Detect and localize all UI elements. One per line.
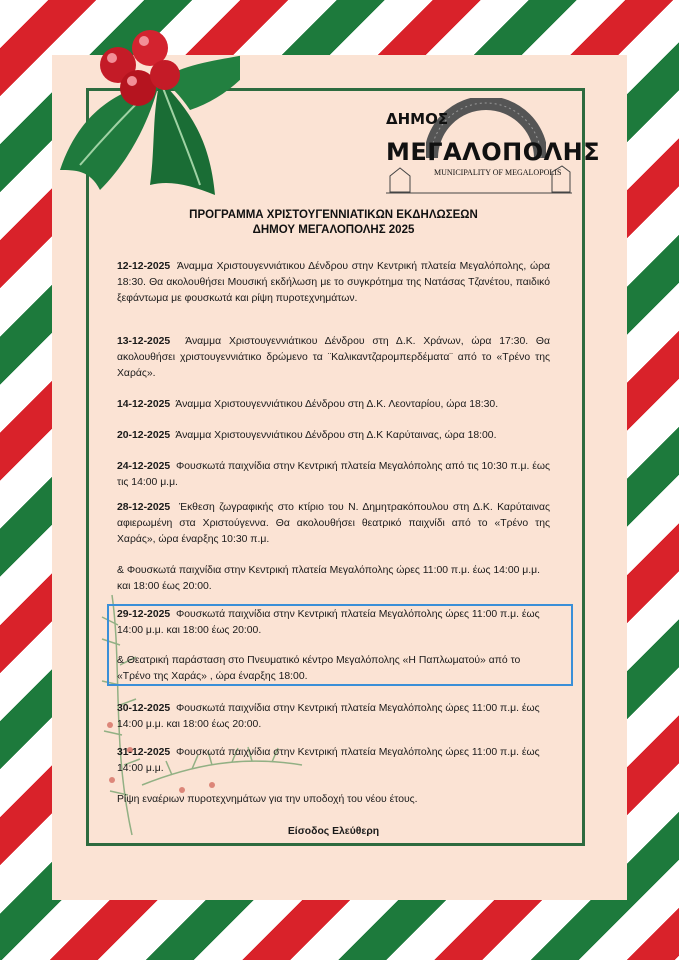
free-entry-note: Είσοδος Ελεύθερη (287, 826, 380, 837)
event-date: 24-12-2025 (117, 461, 171, 472)
event-date: 12-12-2025 (117, 261, 171, 272)
event-text: Άναμμα Χριστουγεννιάτικου Δένδρου στη Δ.Κ Καρύταινας, ώρα 18:00. (175, 430, 497, 441)
event-entry (117, 334, 550, 382)
event-entry (117, 459, 550, 491)
event-date: 31-12-2025 (117, 747, 171, 758)
event-entry (117, 607, 550, 639)
holly-decoration-icon (40, 20, 240, 210)
event-entry (117, 500, 550, 548)
event-text: Ρίψη εναέριων πυροτεχνημάτων για την υποδοχή του νέου έτους. (117, 794, 418, 805)
event-text: & Φουσκωτά παιχνίδια στην Κεντρική πλατεία Μεγαλόπολης ώρες 11:00 π.μ. έως 14:00 μ.μ. και 18:00 έως 20:00. (117, 565, 541, 592)
event-entry (117, 745, 550, 777)
event-date: 30-12-2025 (117, 703, 171, 714)
event-text: Φουσκωτά παιχνίδια στην Κεντρική πλατεία Μεγαλόπολης ώρες 11:00 π.μ. έως 14:00 μ.μ. (117, 747, 540, 774)
event-entry (117, 653, 550, 685)
logo-line-3: MUNICIPALITY OF MEGALOPOLIS (434, 168, 562, 177)
event-text: Φουσκωτά παιχνίδια στην Κεντρική πλατεία Μεγαλόπολης ώρες 11:00 π.μ. έως 14:00 μ.μ. και 18:00 έως 20:00. (117, 703, 540, 730)
event-date: 28-12-2025 (117, 502, 171, 513)
logo-line-2: ΜΕΓΑΛΟΠΟΛΗΣ (386, 138, 601, 166)
event-date: 14-12-2025 (117, 399, 171, 410)
event-text: Φουσκωτά παιχνίδια στην Κεντρική πλατεία Μεγαλόπολης ώρες 11:00 π.μ. έως 14:00 μ.μ. και 18:00 έως 20:00. (117, 609, 540, 636)
municipality-logo (386, 98, 601, 194)
event-text: Άναμμα Χριστουγεννιάτικου Δένδρου στην Κεντρική πλατεία Μεγαλόπολης, ώρα 18:30. Θα ακολουθήσει Μουσική εκδήλωση με το συγκρότημα της Νατάσας Τζανέτου, παιδικό ξεφάντωμα με φουσκωτά και ρίψη πυροτεχνημάτων. (117, 261, 551, 304)
title-line-1: ΠΡΟΓΡΑΜΜΑ ΧΡΙΣΤΟΥΓΕΝΝΙΑΤΙΚΩΝ ΕΚΔΗΛΩΣΕΩΝ (189, 209, 478, 221)
event-date: 29-12-2025 (117, 609, 171, 620)
church-sketch-icon (386, 162, 572, 194)
event-text: Άναμμα Χριστουγεννιάτικου Δένδρου στη Δ.Κ. Χράνων, ώρα 17:30. Θα ακολουθήσει χριστουγεννιάτικο δρώμενο τα ¨Καλικαντζαρομπερδέματα¨ από το «Τρένο της Χαράς». (117, 336, 550, 379)
event-entry (117, 701, 550, 733)
event-entry (117, 792, 550, 808)
logo-line-1: ΔΗΜΟΣ (386, 110, 449, 128)
event-entry (117, 397, 550, 413)
title-line-2: ΔΗΜΟΥ ΜΕΓΑΛΟΠΟΛΗΣ 2025 (252, 224, 415, 236)
event-text: Έκθεση ζωγραφικής στο κτίριο του Ν. Δημητρακόπουλου στη Δ.Κ. Καρύταινας αφιερωμένη στα Χριστούγεννα. Θα ακολουθήσει θεατρικό παιχνίδι από το «Τρένο της Χαράς», ώρα έναρξης 10:30 π.μ. (117, 502, 550, 545)
event-text: Φουσκωτά παιχνίδια στην Κεντρική πλατεία Μεγαλόπολης από τις 10:30 π.μ. έως τις 14:00 μ.μ. (117, 461, 550, 488)
event-entry (117, 259, 550, 307)
page-title (117, 208, 550, 238)
event-text: Άναμμα Χριστουγεννιάτικου Δένδρου στη Δ.Κ. Λεονταρίου, ώρα 18:30. (175, 399, 499, 410)
event-entry (117, 563, 550, 595)
event-text: & Θεατρική παράσταση στο Πνευματικό κέντρο Μεγαλόπολης «Η Παπλωματού» από το «Τρένο της Χαράς» , ώρα έναρξης 18:00. (117, 655, 521, 682)
event-date: 20-12-2025 (117, 430, 171, 441)
event-entry (117, 428, 550, 444)
event-date: 13-12-2025 (117, 336, 171, 347)
